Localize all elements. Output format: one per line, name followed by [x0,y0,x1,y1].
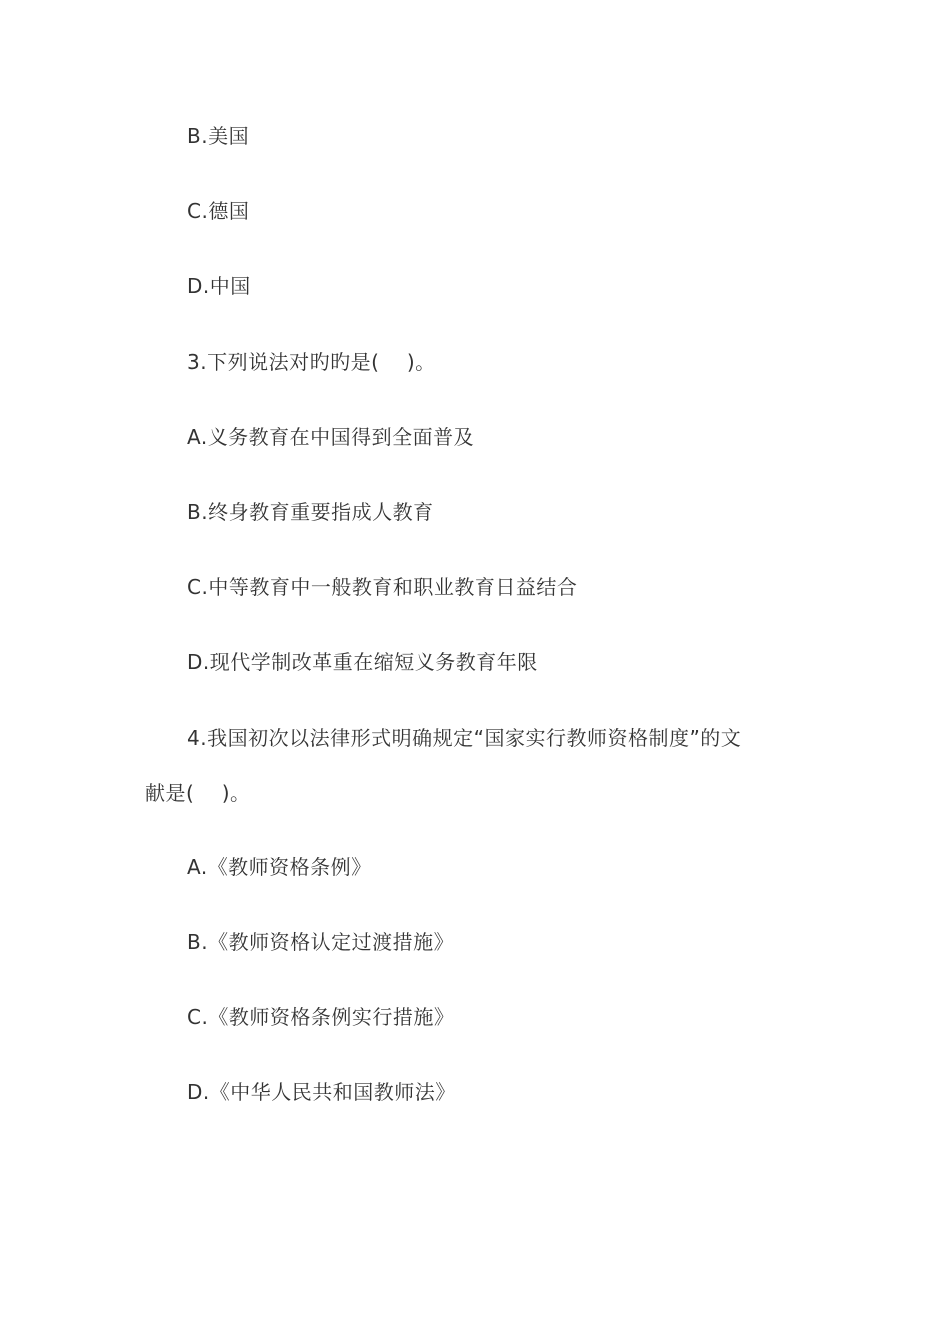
question-3: 3.下列说法对旳旳是( )。 [187,350,436,374]
question-3-option-c: C.中等教育中一般教育和职业教育日益结合 [187,575,578,599]
question-3-option-d: D.现代学制改革重在缩短义务教育年限 [187,650,538,674]
question-4-line-2: 献是( )。 [145,781,251,805]
question-4-option-d: D.《中华人民共和国教师法》 [187,1080,456,1104]
option-b-previous: B.美国 [187,124,250,148]
question-4-line-1: 4.我国初次以法律形式明确规定“国家实行教师资格制度”的文 [187,726,742,750]
question-4-option-b: B.《教师资格认定过渡措施》 [187,930,455,954]
question-4-option-c: C.《教师资格条例实行措施》 [187,1005,455,1029]
option-c-previous: C.德国 [187,199,250,223]
option-d-previous: D.中国 [187,274,251,298]
question-3-option-b: B.终身教育重要指成人教育 [187,500,434,524]
question-3-option-a: A.义务教育在中国得到全面普及 [187,425,475,449]
question-4-option-a: A.《教师资格条例》 [187,855,372,879]
